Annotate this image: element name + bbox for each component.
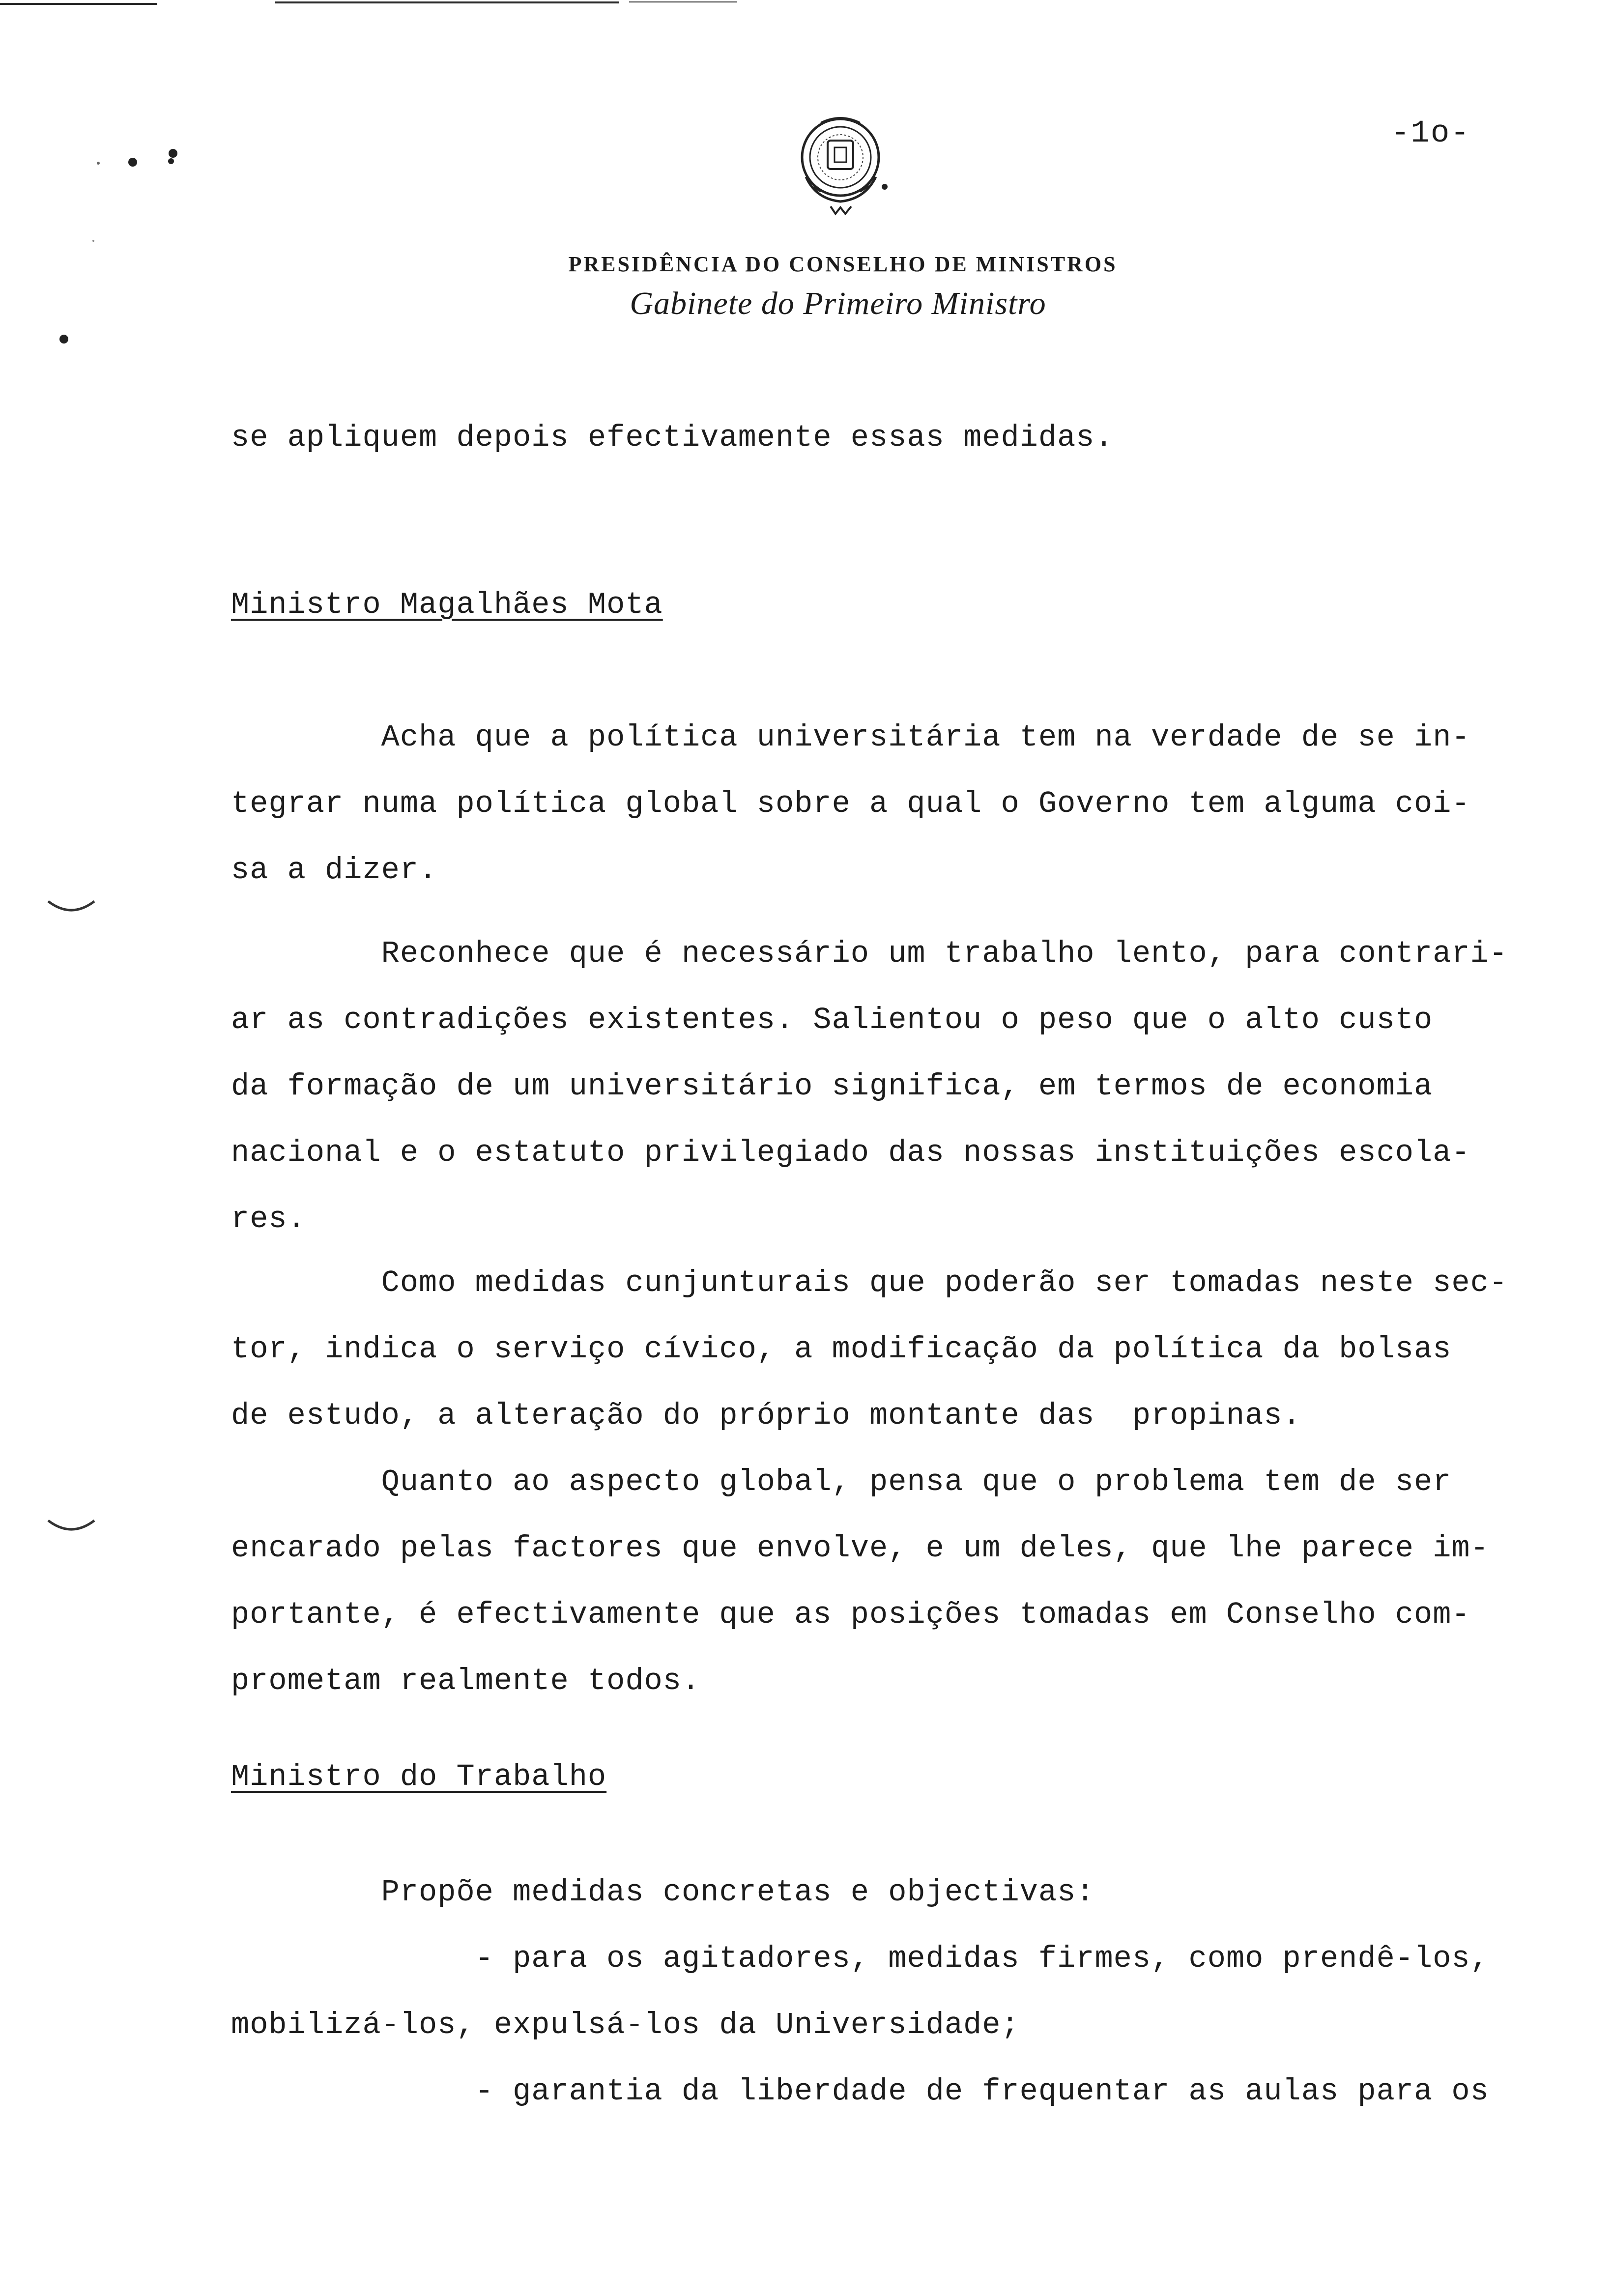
body-line: tegrar numa política global sobre a qual o Governo tem alguma coi- [231,786,1470,821]
body-line: Acha que a política universitária tem na verdade de se in- [231,720,1470,755]
body-line: - para os agitadores, medidas firmes, como prendê-los, [231,1941,1489,1976]
section-heading-magalhaes-mota: Ministro Magalhães Mota [231,587,663,622]
body-line: prometam realmente todos. [231,1664,701,1698]
page-number: -1o- [1391,116,1470,151]
national-seal-icon [786,113,904,226]
body-line: encarado pelas factores que envolve, e um deles, que lhe parece im- [231,1531,1489,1566]
body-line: res. [231,1202,306,1236]
scan-edge-line [629,1,737,2]
body-line: portante, é efectivamente que as posições tomadas em Conselho com- [231,1597,1470,1632]
body-line: de estudo, a alteração do próprio montante das propinas. [231,1398,1301,1433]
punch-hole-mark [44,894,98,924]
opening-line: se apliquem depois efectivamente essas medidas. [231,420,1114,455]
body-line: tor, indica o serviço cívico, a modificação da política da bolsas [231,1332,1452,1367]
body-line: Reconhece que é necessário um trabalho lento, para contrari- [231,936,1508,971]
body-line: - garantia da liberdade de frequentar as aulas para os [231,2074,1489,2109]
body-line: mobilizá-los, expulsá-los da Universidade; [231,2008,1020,2042]
section-heading-ministro-do-trabalho: Ministro do Trabalho [231,1759,607,1794]
cabinet-name: Gabinete do Primeiro Ministro [630,286,1046,321]
body-line: Como medidas cunjunturais que poderão ser tomadas neste sec- [231,1265,1508,1300]
body-line: sa a dizer. [231,853,438,888]
scan-edge-line [0,3,157,5]
scan-edge-line [275,1,619,3]
body-line: nacional e o estatuto privilegiado das nossas instituições escola- [231,1135,1470,1170]
punch-hole-mark [44,1514,98,1543]
body-line: Propõe medidas concretas e objectivas: [231,1875,1095,1910]
body-line: ar as contradições existentes. Salientou o peso que o alto custo [231,1003,1433,1037]
institution-name: PRESIDÊNCIA DO CONSELHO DE MINISTROS [568,252,1118,276]
body-line: Quanto ao aspecto global, pensa que o problema tem de ser [231,1464,1452,1499]
body-line: da formação de um universitário significa, em termos de economia [231,1069,1433,1104]
